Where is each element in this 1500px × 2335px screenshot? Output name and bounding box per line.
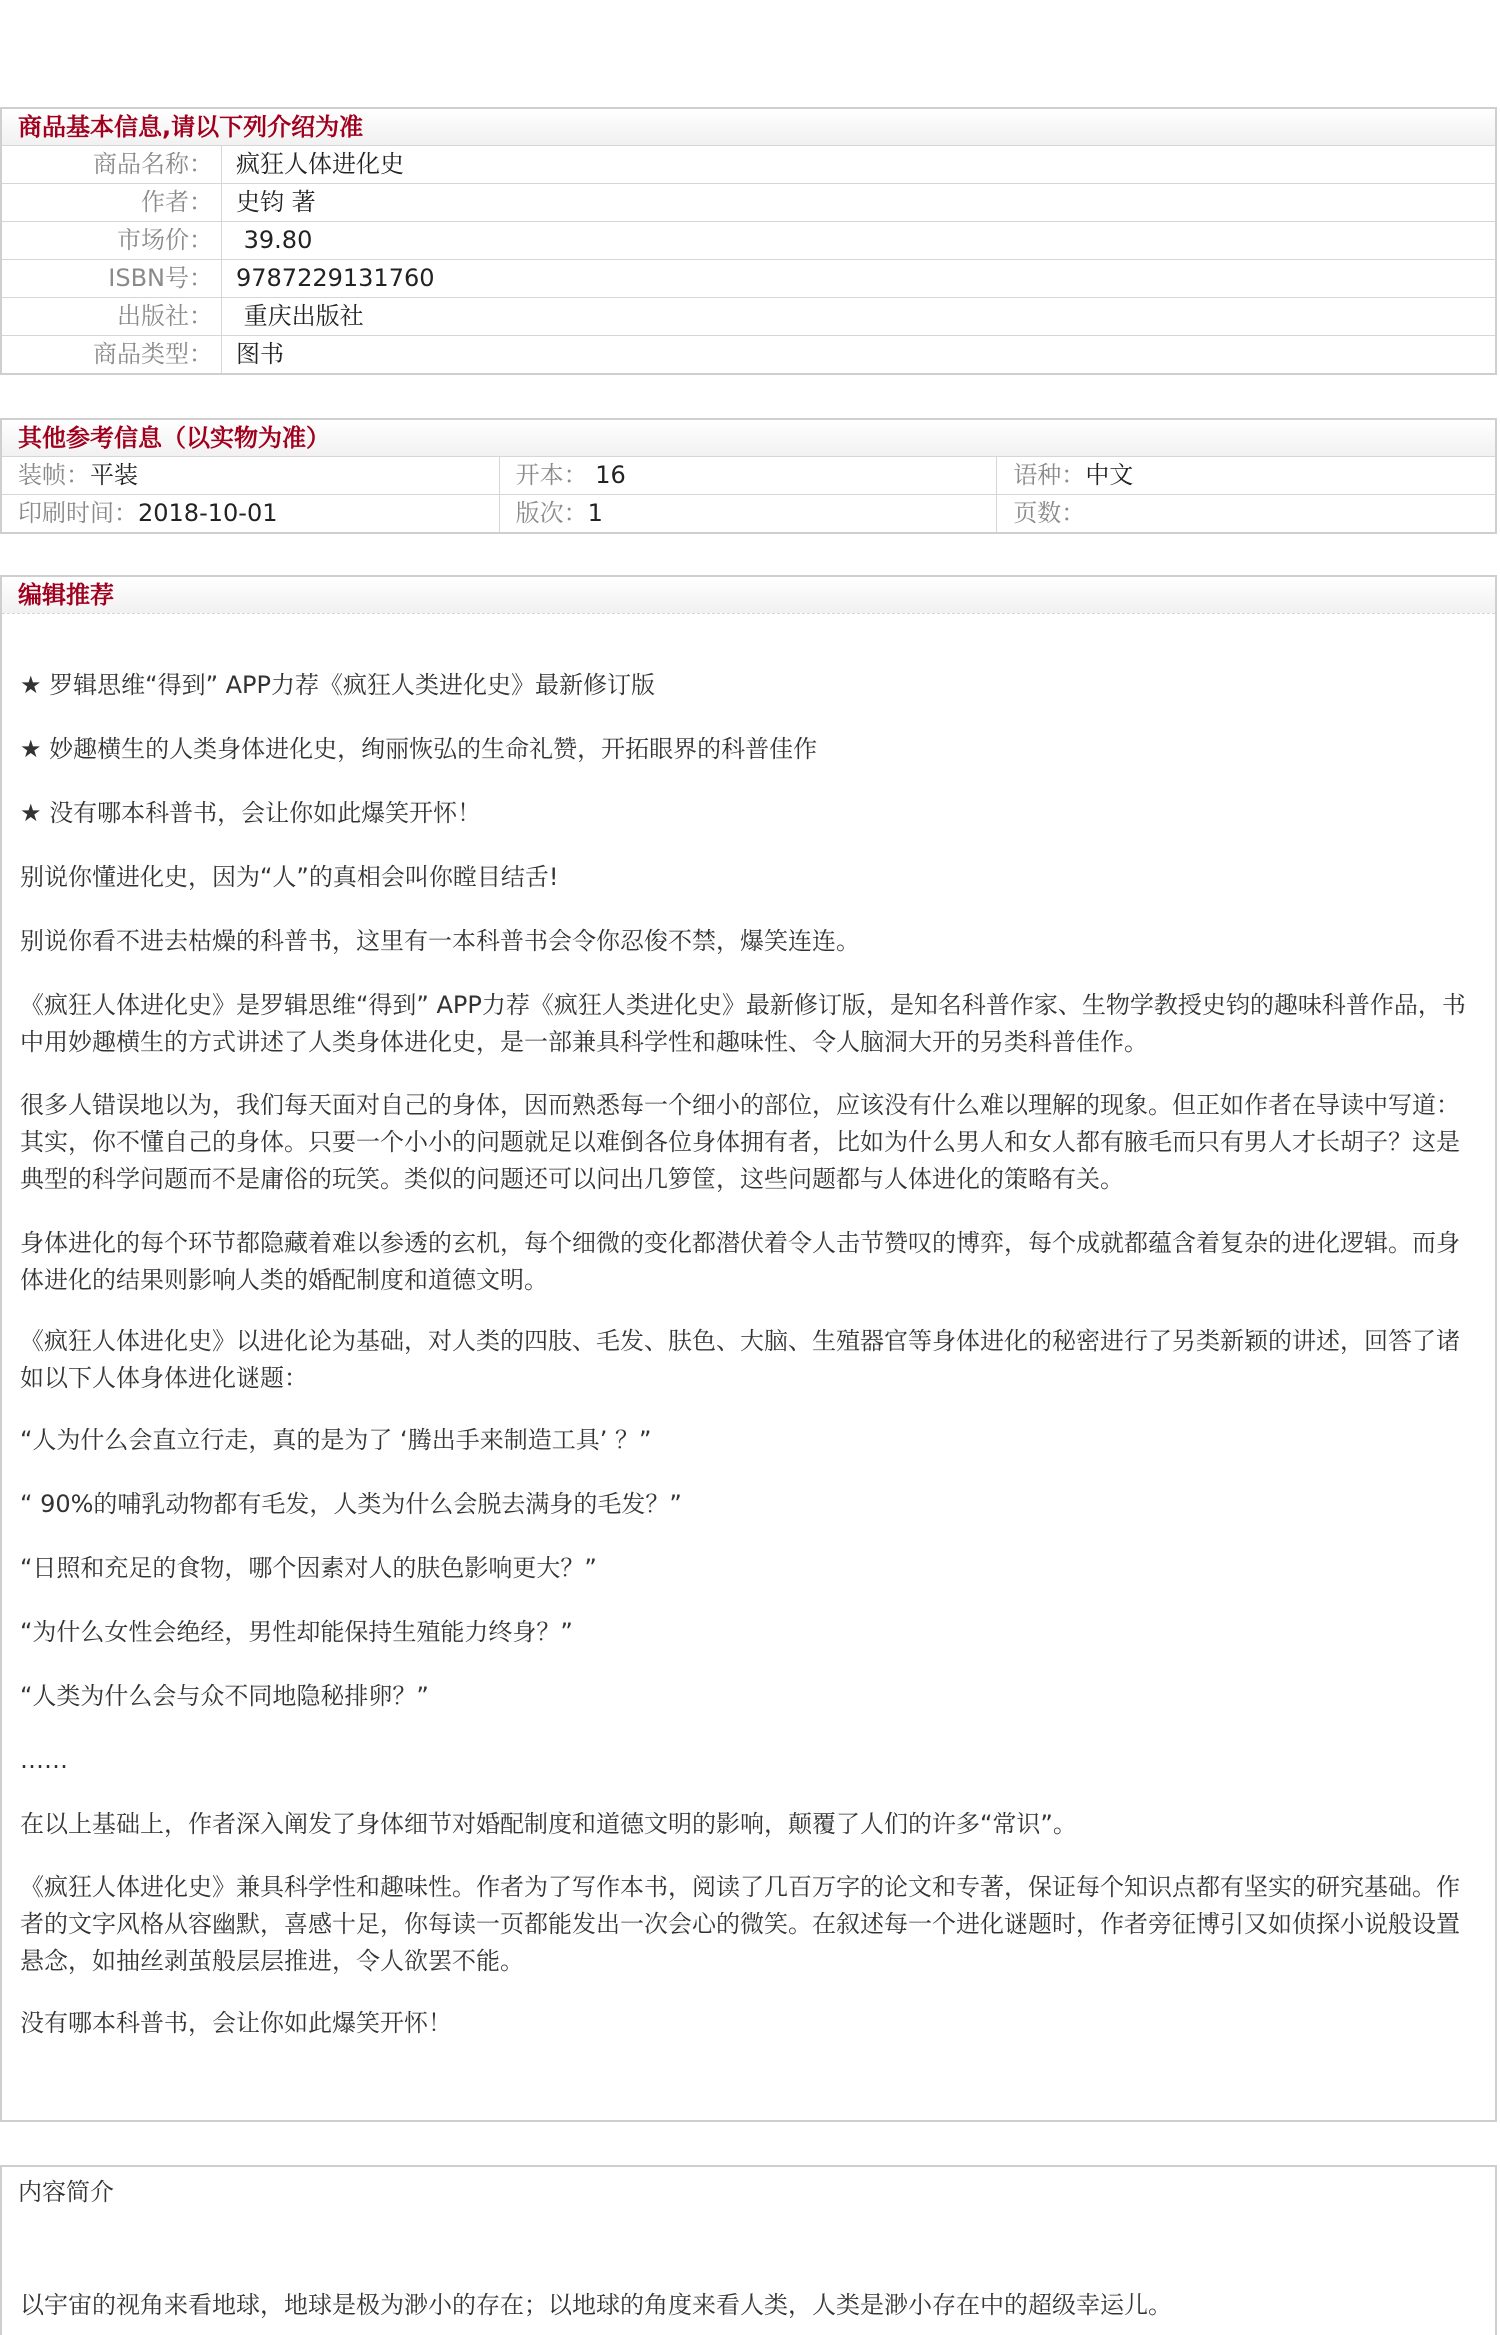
info-row-name xyxy=(2,146,1495,184)
print-value: 2018-10-01 xyxy=(138,499,278,527)
other-row-2 xyxy=(2,495,1495,532)
binding-value: 平装 xyxy=(90,461,138,489)
language-label: 语种： xyxy=(1013,461,1086,489)
basic-info-panel xyxy=(0,107,1497,375)
format-value: 16 xyxy=(587,461,626,489)
publisher: 重庆出版社 xyxy=(236,302,364,330)
editor-paragraph: 《疯狂人体进化史》是罗辑思维“得到” APP力荐《疯狂人类进化史》最新修订版，是知名科普作家、生物学教授史钧的趣味科普作品，书中用妙趣横生的方式讲述了人类身体进化史，是一部兼具科学性和趣味性、令人脑洞大开的另类科普佳作。 xyxy=(20,991,1466,1056)
editor-paragraph: 在以上基础上，作者深入阐发了身体细节对婚配制度和道德文明的影响，颠覆了人们的许多“常识”。 xyxy=(20,1810,1077,1838)
info-label: 出版社： xyxy=(2,298,222,335)
basic-info-header: 商品基本信息,请以下列介绍为准 xyxy=(2,109,1495,146)
pages-label: 页数： xyxy=(1013,499,1086,527)
info-label: 商品类型： xyxy=(2,336,222,373)
edition-label: 版次： xyxy=(515,499,588,527)
binding-label: 装帧： xyxy=(18,461,90,489)
editor-paragraph: “为什么女性会绝经，男性却能保持生殖能力终身？” xyxy=(20,1618,573,1646)
summary-text: 以宇宙的视角来看地球，地球是极为渺小的存在；以地球的角度来看人类，人类是渺小存在中的超级幸运儿。 xyxy=(20,2291,1172,2319)
other-info-header: 其他参考信息（以实物为准） xyxy=(2,420,1495,457)
edition-cell xyxy=(500,495,998,532)
format-label: 开本： xyxy=(515,461,588,489)
summary-panel xyxy=(0,2165,1497,2335)
binding-cell xyxy=(2,457,500,494)
editor-paragraph: “人为什么会直立行走，真的是为了 ‘腾出手来制造工具’ ？” xyxy=(20,1426,652,1454)
editor-paragraph: ★ 没有哪本科普书，会让你如此爆笑开怀！ xyxy=(20,799,482,827)
editor-paragraph: “ 90%的哺乳动物都有毛发，人类为什么会脱去满身的毛发？” xyxy=(20,1490,682,1518)
print-cell xyxy=(2,495,500,532)
other-info-panel xyxy=(0,418,1497,534)
info-row-author xyxy=(2,184,1495,222)
editor-paragraph: 没有哪本科普书，会让你如此爆笑开怀！ xyxy=(20,2009,452,2037)
other-row-1 xyxy=(2,457,1495,495)
info-row-price xyxy=(2,222,1495,260)
info-label: 市场价： xyxy=(2,222,222,259)
pages-cell xyxy=(997,495,1495,532)
language-value: 中文 xyxy=(1085,461,1134,489)
author: 史钧 著 xyxy=(236,188,316,216)
editor-paragraph: “人类为什么会与众不同地隐秘排卵？” xyxy=(20,1682,429,1710)
editor-paragraph: 《疯狂人体进化史》以进化论为基础，对人类的四肢、毛发、肤色、大脑、生殖器官等身体进化的秘密进行了另类新颖的讲述，回答了诸如以下人体身体进化谜题： xyxy=(20,1327,1460,1392)
format-cell xyxy=(500,457,998,494)
language-cell xyxy=(997,457,1495,494)
print-label: 印刷时间： xyxy=(18,499,138,527)
info-row-publisher xyxy=(2,298,1495,336)
market-price: 39.80 xyxy=(236,226,313,254)
info-label: 商品名称： xyxy=(2,146,222,183)
editor-paragraph: 《疯狂人体进化史》兼具科学性和趣味性。作者为了写作本书，阅读了几百万字的论文和专著，保证每个知识点都有坚实的研究基础。作者的文字风格从容幽默，喜感十足，你每读一页都能发出一次会心的微笑。在叙述每一个进化谜题时，作者旁征博引又如侦探小说般设置悬念，如抽丝剥茧般层层推进，令人欲罢不能。 xyxy=(20,1873,1460,1975)
editor-paragraph: “日照和充足的食物，哪个因素对人的肤色影响更大？” xyxy=(20,1554,597,1582)
info-row-type xyxy=(2,336,1495,373)
editor-recommend-panel xyxy=(0,575,1497,2122)
editor-paragraph: 别说你懂进化史，因为“人”的真相会叫你瞠目结舌! xyxy=(20,863,559,891)
edition-value: 1 xyxy=(587,499,603,527)
info-label: 作者： xyxy=(2,184,222,221)
product-name: 疯狂人体进化史 xyxy=(236,150,404,178)
editor-paragraph: 身体进化的每个环节都隐藏着难以参透的玄机，每个细微的变化都潜伏着令人击节赞叹的博弈，每个成就都蕴含着复杂的进化逻辑。而身体进化的结果则影响人类的婚配制度和道德文明。 xyxy=(20,1229,1460,1294)
editor-paragraph: …… xyxy=(20,1746,68,1774)
editor-paragraph: 别说你看不进去枯燥的科普书，这里有一本科普书会令你忍俊不禁，爆笑连连。 xyxy=(20,927,860,955)
editor-paragraph: ★ 罗辑思维“得到” APP力荐《疯狂人类进化史》最新修订版 xyxy=(20,671,656,699)
editor-paragraph: 很多人错误地以为，我们每天面对自己的身体，因而熟悉每一个细小的部位，应该没有什么难以理解的现象。但正如作者在导读中写道：其实，你不懂自己的身体。只要一个小小的问题就足以难倒各位身体拥有者，比如为什么男人和女人都有腋毛而只有男人才长胡子？这是典型的科学问题而不是庸俗的玩笑。类似的问题还可以问出几箩筐，这些问题都与人体进化的策略有关。 xyxy=(20,1091,1460,1193)
product-type: 图书 xyxy=(236,340,284,368)
info-label: ISBN号： xyxy=(2,260,222,297)
editor-paragraph: ★ 妙趣横生的人类身体进化史，绚丽恢弘的生命礼赞，开拓眼界的科普佳作 xyxy=(20,735,818,763)
info-row-isbn xyxy=(2,260,1495,298)
editor-recommend-header: 编辑推荐 xyxy=(2,577,1495,614)
summary-header: 内容简介 xyxy=(18,2178,114,2206)
isbn: 9787229131760 xyxy=(236,264,435,292)
